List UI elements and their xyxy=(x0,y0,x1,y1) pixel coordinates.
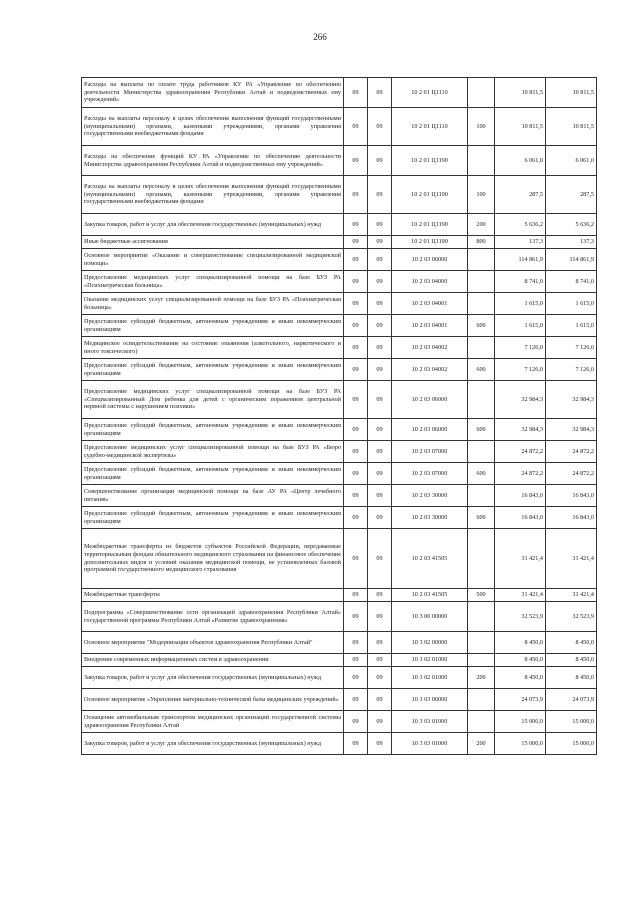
row-rz-cell: 09 xyxy=(344,214,368,236)
table-row xyxy=(82,271,597,293)
row-rz-cell: 09 xyxy=(344,654,368,667)
row-rz-cell: 09 xyxy=(344,271,368,293)
row-rz-cell: 09 xyxy=(344,146,368,176)
row-rz-cell: 09 xyxy=(344,602,368,632)
row-vr-cell xyxy=(468,485,495,507)
row-rz-cell: 09 xyxy=(344,733,368,755)
table-row xyxy=(82,589,597,602)
row-csr-cell: 10 2 01 Ц1110 xyxy=(392,78,468,108)
row-pr-cell: 09 xyxy=(368,507,392,529)
row-rz-cell: 09 xyxy=(344,293,368,315)
row-sum-year1-cell: 6 061,0 xyxy=(495,146,546,176)
row-sum-year2-cell: 10 811,5 xyxy=(546,78,597,108)
row-csr-cell: 10 2 01 Ц1190 xyxy=(392,236,468,249)
table-row xyxy=(82,733,597,755)
row-sum-year2-cell: 32 984,3 xyxy=(546,381,597,419)
row-pr-cell: 09 xyxy=(368,733,392,755)
row-csr-cell: 10 3 03 01000 xyxy=(392,733,468,755)
row-pr-cell: 09 xyxy=(368,711,392,733)
row-sum-year1-cell: 1 615,0 xyxy=(495,293,546,315)
row-name-cell: Оснащение автомобильным транспортом медицинских организаций государственной системы здравоохранения Республики Алтай xyxy=(82,711,344,733)
row-rz-cell: 09 xyxy=(344,108,368,146)
row-vr-cell xyxy=(468,271,495,293)
row-pr-cell: 09 xyxy=(368,108,392,146)
row-sum-year1-cell: 137,3 xyxy=(495,236,546,249)
row-sum-year1-cell: 32 984,3 xyxy=(495,419,546,441)
row-sum-year2-cell: 7 126,0 xyxy=(546,359,597,381)
row-vr-cell: 200 xyxy=(468,214,495,236)
row-sum-year1-cell: 8 450,0 xyxy=(495,632,546,654)
row-csr-cell: 10 2 01 Ц1190 xyxy=(392,214,468,236)
row-vr-cell: 100 xyxy=(468,108,495,146)
row-name-cell: Расходы на обеспечение функций КУ РА «Управление по обеспечению деятельности Министерства здравоохранения Республики Алтай и подведомственных ему учреждений» xyxy=(82,146,344,176)
table-row xyxy=(82,214,597,236)
row-vr-cell: 200 xyxy=(468,733,495,755)
row-csr-cell: 10 2 03 04001 xyxy=(392,315,468,337)
table-row xyxy=(82,293,597,315)
row-csr-cell: 10 2 03 07000 xyxy=(392,463,468,485)
row-sum-year1-cell: 24 872,2 xyxy=(495,463,546,485)
row-sum-year2-cell: 1 615,0 xyxy=(546,293,597,315)
row-pr-cell: 09 xyxy=(368,602,392,632)
table-row xyxy=(82,485,597,507)
row-csr-cell: 10 2 03 04001 xyxy=(392,293,468,315)
row-vr-cell xyxy=(468,337,495,359)
row-sum-year1-cell: 8 450,0 xyxy=(495,654,546,667)
table-row xyxy=(82,315,597,337)
row-sum-year1-cell: 16 843,0 xyxy=(495,507,546,529)
table-row xyxy=(82,463,597,485)
row-pr-cell: 09 xyxy=(368,589,392,602)
budget-table-body xyxy=(82,78,597,755)
row-csr-cell: 10 2 03 04002 xyxy=(392,359,468,381)
row-vr-cell xyxy=(468,529,495,589)
table-row xyxy=(82,602,597,632)
row-sum-year2-cell: 8 450,0 xyxy=(546,632,597,654)
row-pr-cell: 09 xyxy=(368,529,392,589)
row-vr-cell xyxy=(468,654,495,667)
table-row xyxy=(82,249,597,271)
table-row xyxy=(82,667,597,689)
row-sum-year2-cell: 31 421,4 xyxy=(546,589,597,602)
row-rz-cell: 09 xyxy=(344,236,368,249)
row-name-cell: Закупка товаров, работ и услуг для обеспечения государственных (муниципальных) нужд xyxy=(82,733,344,755)
row-vr-cell: 600 xyxy=(468,463,495,485)
row-csr-cell: 10 2 03 30000 xyxy=(392,507,468,529)
row-vr-cell xyxy=(468,711,495,733)
row-sum-year2-cell: 15 000,0 xyxy=(546,733,597,755)
row-name-cell: Оказание медицинских услуг специализированной помощи на базе БУЗ РА «Психиатрическая больница» xyxy=(82,293,344,315)
row-sum-year1-cell: 10 811,5 xyxy=(495,108,546,146)
row-vr-cell xyxy=(468,632,495,654)
row-sum-year2-cell: 10 811,5 xyxy=(546,108,597,146)
row-pr-cell: 09 xyxy=(368,381,392,419)
row-vr-cell: 600 xyxy=(468,507,495,529)
row-name-cell: Основное мероприятие «Оказание и совершенствование специализированной медицинской помощи» xyxy=(82,249,344,271)
row-csr-cell: 10 2 03 06000 xyxy=(392,381,468,419)
row-vr-cell: 200 xyxy=(468,667,495,689)
row-rz-cell: 09 xyxy=(344,359,368,381)
row-sum-year1-cell: 7 126,0 xyxy=(495,359,546,381)
row-name-cell: Подпрограмма «Совершенствование сети организаций здравоохранения Республики Алтай» государственной программы Республики Алтай «Развитие здравоохранения» xyxy=(82,602,344,632)
table-row xyxy=(82,176,597,214)
row-sum-year1-cell: 8 450,0 xyxy=(495,667,546,689)
row-pr-cell: 09 xyxy=(368,249,392,271)
row-csr-cell: 10 2 01 Ц1190 xyxy=(392,146,468,176)
row-sum-year2-cell: 15 000,0 xyxy=(546,711,597,733)
row-name-cell: Предоставление субсидий бюджетным, автономным учреждениям и иным некоммерческим организациям xyxy=(82,419,344,441)
row-sum-year2-cell: 16 843,0 xyxy=(546,485,597,507)
row-csr-cell: 10 2 03 30000 xyxy=(392,485,468,507)
row-csr-cell: 10 2 03 00000 xyxy=(392,249,468,271)
table-row xyxy=(82,529,597,589)
table-row xyxy=(82,654,597,667)
row-vr-cell xyxy=(468,602,495,632)
row-csr-cell: 10 2 03 04002 xyxy=(392,337,468,359)
row-pr-cell: 09 xyxy=(368,236,392,249)
row-vr-cell xyxy=(468,249,495,271)
row-rz-cell: 09 xyxy=(344,689,368,711)
row-name-cell: Предоставление субсидий бюджетным, автономным учреждениям и иным некоммерческим организациям xyxy=(82,359,344,381)
table-row xyxy=(82,632,597,654)
table-row xyxy=(82,507,597,529)
row-sum-year1-cell: 16 843,0 xyxy=(495,485,546,507)
row-sum-year1-cell: 31 421,4 xyxy=(495,589,546,602)
row-sum-year2-cell: 24 073,9 xyxy=(546,689,597,711)
row-vr-cell: 100 xyxy=(468,176,495,214)
row-vr-cell: 600 xyxy=(468,359,495,381)
row-name-cell: Основное мероприятие "Модернизация объектов здравоохранения Республики Алтай" xyxy=(82,632,344,654)
row-rz-cell: 09 xyxy=(344,463,368,485)
row-sum-year1-cell: 114 861,9 xyxy=(495,249,546,271)
row-sum-year2-cell: 7 126,0 xyxy=(546,337,597,359)
table-row xyxy=(82,337,597,359)
table-row xyxy=(82,359,597,381)
row-pr-cell: 09 xyxy=(368,293,392,315)
row-name-cell: Основное мероприятие «Укрепление материально-технической базы медицинских учреждений» xyxy=(82,689,344,711)
row-sum-year1-cell: 24 073,9 xyxy=(495,689,546,711)
row-sum-year2-cell: 32 523,9 xyxy=(546,602,597,632)
row-sum-year1-cell: 10 811,5 xyxy=(495,78,546,108)
row-rz-cell: 09 xyxy=(344,441,368,463)
row-sum-year2-cell: 6 061,0 xyxy=(546,146,597,176)
row-rz-cell: 09 xyxy=(344,419,368,441)
row-pr-cell: 09 xyxy=(368,441,392,463)
table-row xyxy=(82,78,597,108)
table-row xyxy=(82,108,597,146)
table-row xyxy=(82,689,597,711)
row-name-cell: Расходы на выплаты по оплате труда работников КУ РА «Управление по обеспечению деятельности Министерства здравоохранения Республики Алтай и подведомственных ему учреждений» xyxy=(82,78,344,108)
row-csr-cell: 10 2 03 41505 xyxy=(392,529,468,589)
row-name-cell: Межбюджетные трансферты xyxy=(82,589,344,602)
row-rz-cell: 09 xyxy=(344,632,368,654)
row-rz-cell: 09 xyxy=(344,529,368,589)
row-pr-cell: 09 xyxy=(368,667,392,689)
row-sum-year1-cell: 31 421,4 xyxy=(495,529,546,589)
row-rz-cell: 09 xyxy=(344,78,368,108)
row-pr-cell: 09 xyxy=(368,271,392,293)
row-sum-year1-cell: 7 126,0 xyxy=(495,337,546,359)
row-sum-year2-cell: 287,5 xyxy=(546,176,597,214)
row-name-cell: Закупка товаров, работ и услуг для обеспечения государственных (муниципальных) нужд xyxy=(82,667,344,689)
row-sum-year1-cell: 1 615,0 xyxy=(495,315,546,337)
row-vr-cell xyxy=(468,78,495,108)
row-sum-year1-cell: 8 741,0 xyxy=(495,271,546,293)
row-vr-cell xyxy=(468,381,495,419)
row-pr-cell: 09 xyxy=(368,337,392,359)
row-name-cell: Предоставление медицинских услуг специализированной помощи на базе БУЗ РА «Специализированный Дом ребенка для детей с органическим поражением центральной нервной системы с нарушением психики» xyxy=(82,381,344,419)
row-pr-cell: 09 xyxy=(368,359,392,381)
row-vr-cell xyxy=(468,441,495,463)
row-sum-year2-cell: 24 872,2 xyxy=(546,441,597,463)
row-pr-cell: 09 xyxy=(368,485,392,507)
row-csr-cell: 10 3 03 01000 xyxy=(392,711,468,733)
row-rz-cell: 09 xyxy=(344,711,368,733)
table-row xyxy=(82,441,597,463)
row-vr-cell: 500 xyxy=(468,589,495,602)
page-number: 266 xyxy=(313,32,327,42)
row-rz-cell: 09 xyxy=(344,507,368,529)
row-vr-cell: 800 xyxy=(468,236,495,249)
row-pr-cell: 09 xyxy=(368,419,392,441)
row-name-cell: Иные бюджетные ассигнования xyxy=(82,236,344,249)
row-pr-cell: 09 xyxy=(368,176,392,214)
row-sum-year2-cell: 8 450,0 xyxy=(546,667,597,689)
row-pr-cell: 09 xyxy=(368,78,392,108)
row-name-cell: Расходы на выплаты персоналу в целях обеспечения выполнения функций государственными (муниципальными) органами, казенными учреждениями, органами управления государственными внебюджетными фондами xyxy=(82,176,344,214)
row-sum-year2-cell: 1 615,0 xyxy=(546,315,597,337)
row-pr-cell: 09 xyxy=(368,214,392,236)
row-csr-cell: 10 2 03 41505 xyxy=(392,589,468,602)
row-pr-cell: 09 xyxy=(368,463,392,485)
row-rz-cell: 09 xyxy=(344,589,368,602)
row-csr-cell: 10 2 03 04000 xyxy=(392,271,468,293)
row-rz-cell: 09 xyxy=(344,667,368,689)
row-csr-cell: 10 3 02 00000 xyxy=(392,632,468,654)
row-rz-cell: 09 xyxy=(344,337,368,359)
row-name-cell: Предоставление субсидий бюджетным, автономным учреждениям и иным некоммерческим организациям xyxy=(82,315,344,337)
row-sum-year2-cell: 8 741,0 xyxy=(546,271,597,293)
row-pr-cell: 09 xyxy=(368,654,392,667)
row-sum-year1-cell: 32 984,3 xyxy=(495,381,546,419)
row-name-cell: Предоставление субсидий бюджетным, автономным учреждениям и иным некоммерческим организациям xyxy=(82,507,344,529)
row-sum-year2-cell: 8 450,0 xyxy=(546,654,597,667)
row-name-cell: Предоставление субсидий бюджетным, автономным учреждениям и иным некоммерческим организациям xyxy=(82,463,344,485)
row-sum-year2-cell: 24 872,2 xyxy=(546,463,597,485)
row-csr-cell: 10 3 02 01000 xyxy=(392,654,468,667)
row-name-cell: Межбюджетные трансферты из бюджетов субъектов Российской Федерации, передаваемые территориальным фондам обязательного медицинского страхования на финансовое обеспечение дополнительных видов и условий оказания медицинской помощи, не установленных базовой программой государственного медицинского страхования xyxy=(82,529,344,589)
row-sum-year1-cell: 5 636,2 xyxy=(495,214,546,236)
row-csr-cell: 10 2 03 07000 xyxy=(392,441,468,463)
row-rz-cell: 09 xyxy=(344,315,368,337)
table-row xyxy=(82,711,597,733)
row-sum-year2-cell: 114 861,9 xyxy=(546,249,597,271)
table-row xyxy=(82,146,597,176)
row-name-cell: Предоставление медицинских услуг специализированной помощи на базе БУЗ РА «Бюро судебно-медицинской экспертизы» xyxy=(82,441,344,463)
row-sum-year1-cell: 15 000,0 xyxy=(495,733,546,755)
row-csr-cell: 10 2 03 06000 xyxy=(392,419,468,441)
row-name-cell: Закупка товаров, работ и услуг для обеспечения государственных (муниципальных) нужд xyxy=(82,214,344,236)
row-sum-year2-cell: 32 984,3 xyxy=(546,419,597,441)
table-row xyxy=(82,236,597,249)
row-vr-cell: 600 xyxy=(468,315,495,337)
row-pr-cell: 09 xyxy=(368,632,392,654)
row-vr-cell xyxy=(468,293,495,315)
row-name-cell: Совершенствование организации медицинской помощи на базе АУ РА «Центр лечебного питания» xyxy=(82,485,344,507)
row-name-cell: Внедрение современных информационных систем в здравоохранении xyxy=(82,654,344,667)
row-csr-cell: 10 3 02 01000 xyxy=(392,667,468,689)
row-sum-year2-cell: 31 421,4 xyxy=(546,529,597,589)
row-sum-year1-cell: 287,5 xyxy=(495,176,546,214)
row-csr-cell: 10 3 00 00000 xyxy=(392,602,468,632)
row-pr-cell: 09 xyxy=(368,146,392,176)
row-name-cell: Расходы на выплаты персоналу в целях обеспечения выполнения функций государственными (муниципальными) органами, казенными учреждениями, органами управления государственными внебюджетными фондами xyxy=(82,108,344,146)
row-sum-year1-cell: 15 000,0 xyxy=(495,711,546,733)
row-rz-cell: 09 xyxy=(344,249,368,271)
budget-table xyxy=(81,77,597,755)
row-csr-cell: 10 2 01 Ц1110 xyxy=(392,108,468,146)
row-pr-cell: 09 xyxy=(368,315,392,337)
row-csr-cell: 10 2 01 Ц1190 xyxy=(392,176,468,214)
row-vr-cell: 600 xyxy=(468,419,495,441)
row-csr-cell: 10 3 03 00000 xyxy=(392,689,468,711)
row-vr-cell xyxy=(468,146,495,176)
row-sum-year2-cell: 5 636,2 xyxy=(546,214,597,236)
row-rz-cell: 09 xyxy=(344,176,368,214)
row-rz-cell: 09 xyxy=(344,485,368,507)
row-name-cell: Медицинское освидетельствование на состояние опьянения (алкогольного, наркотического и иного токсического) xyxy=(82,337,344,359)
row-vr-cell xyxy=(468,689,495,711)
row-sum-year1-cell: 24 872,2 xyxy=(495,441,546,463)
row-sum-year1-cell: 32 523,9 xyxy=(495,602,546,632)
row-rz-cell: 09 xyxy=(344,381,368,419)
row-pr-cell: 09 xyxy=(368,689,392,711)
row-sum-year2-cell: 137,3 xyxy=(546,236,597,249)
table-row xyxy=(82,381,597,419)
row-name-cell: Предоставление медицинских услуг специализированной помощи на базе БУЗ РА «Психиатрическая больница» xyxy=(82,271,344,293)
table-row xyxy=(82,419,597,441)
row-sum-year2-cell: 16 843,0 xyxy=(546,507,597,529)
